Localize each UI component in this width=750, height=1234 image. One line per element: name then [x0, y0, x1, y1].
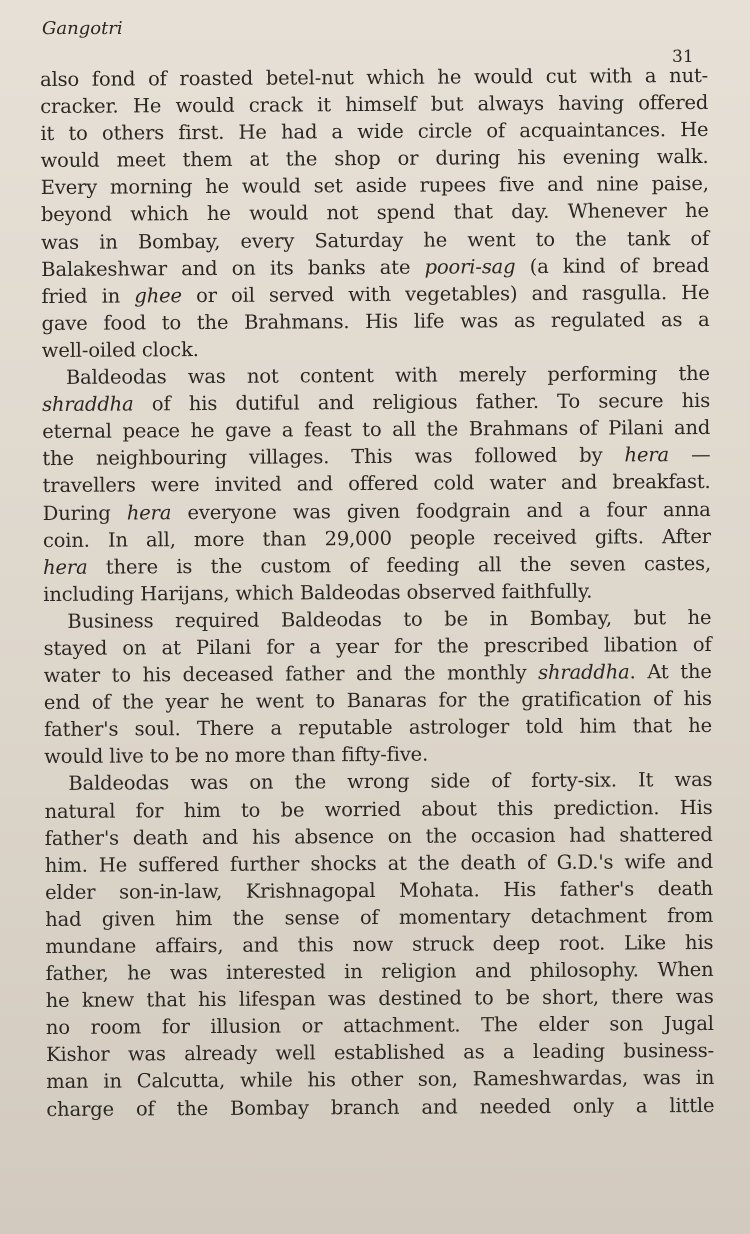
text-line: he knew that his lifespan was destined to be short, there was — [45, 985, 714, 1013]
body-text — [40, 62, 714, 1123]
text-line: also fond of roasted betel-nut which he would cut with a nut- — [40, 63, 709, 91]
text-line: charge of the Bombay branch and needed only a little — [46, 1093, 715, 1121]
text-line: was in Bombay, every Saturday he went to the tank of — [41, 226, 710, 254]
italic-term: shraddha — [41, 392, 134, 417]
italic-term: ghee — [134, 283, 182, 308]
text-line: Baldeodas was not content with merely performing the — [65, 361, 710, 389]
text-line: coin. In all, more than 29,000 people received gifts. After — [42, 524, 711, 552]
text-line: hera there is the custom of feeding all the seven castes, — [42, 551, 712, 579]
text-line: During hera everyone was given foodgrain and a four anna — [42, 497, 711, 525]
text-line: Business required Baldeodas to be in Bombay, but he — [67, 605, 712, 633]
italic-term: shraddha — [538, 660, 630, 685]
text-line: elder son-in-law, Krishnagopal Mohata. His father's death — [44, 876, 714, 904]
text-line: father's soul. There a reputable astrologer told him that he — [43, 714, 713, 742]
text-line: natural for him to be worried about this prediction. His — [44, 795, 713, 823]
text-line: gave food to the Brahmans. His life was as regulated as a — [41, 307, 710, 335]
text-line: no room for illusion or attachment. The elder son Jugal — [45, 1012, 714, 1040]
text-line: it to others first. He had a wide circle of acquaintances. He — [40, 118, 709, 146]
paragraph — [43, 604, 712, 771]
text-line: him. He suffered further shocks at the death of G.D.'s wife and — [44, 849, 713, 877]
text-line: would live to be no more than fifty-five. — [44, 742, 429, 769]
italic-term: hera — [42, 555, 88, 579]
text-line: travellers were invited and offered cold water and breakfast. — [42, 470, 711, 498]
page-number: 31 — [672, 47, 694, 67]
text-line: shraddha of his dutiful and religious father. To secure his — [41, 389, 711, 417]
text-line: man in Calcutta, while his other son, Rameshwardas, was in — [46, 1066, 715, 1094]
text-line: had given him the sense of momentary detachment from — [45, 903, 714, 931]
text-line: Every morning he would set aside rupees five and nine paise, — [40, 172, 709, 200]
text-line: beyond which he would not spend that day. Whenever he — [40, 199, 709, 227]
text-line: mundane affairs, and this now struck deep root. Like his — [45, 930, 714, 958]
text-line: fried in ghee or oil served with vegetables) and rasgulla. He — [41, 280, 710, 308]
text-line: father, he was interested in religion and philosophy. When — [45, 957, 714, 986]
italic-term: poori-sag — [424, 254, 516, 279]
text-line: cracker. He would crack it himself but always having offered — [40, 91, 709, 119]
text-line: stayed on at Pilani for a year for the prescribed libation of — [43, 632, 712, 660]
text-line: eternal peace he gave a feast to all the Brahmans of Pilani and — [42, 416, 711, 444]
italic-term: hera — [126, 500, 172, 524]
text-line: water to his deceased father and the monthly shraddha. At the — [43, 659, 712, 688]
text-line: Balakeshwar and on its banks ate poori-sag (a kind of bread — [41, 253, 710, 281]
text-line: well-oiled clock. — [41, 337, 199, 362]
paragraph — [40, 62, 710, 364]
text-line: including Harijans, which Baldeodas observed faithfully. — [43, 579, 593, 606]
italic-term: hera — [624, 443, 670, 467]
text-line: Baldeodas was on the wrong side of forty-six. It was — [68, 768, 713, 796]
running-head: Gangotri — [42, 18, 123, 39]
paragraph — [42, 360, 711, 608]
paragraph — [44, 766, 714, 1122]
text-line: the neighbouring villages. This was followed by hera — — [42, 443, 711, 471]
text-line: would meet them at the shop or during his evening walk. — [40, 145, 709, 173]
text-line: father's death and his absence on the occasion had shattered — [44, 822, 713, 850]
text-line: Kishor was already well established as a leading business- — [45, 1039, 715, 1067]
text-line: end of the year he went to Banaras for the gratification of his — [43, 687, 712, 715]
